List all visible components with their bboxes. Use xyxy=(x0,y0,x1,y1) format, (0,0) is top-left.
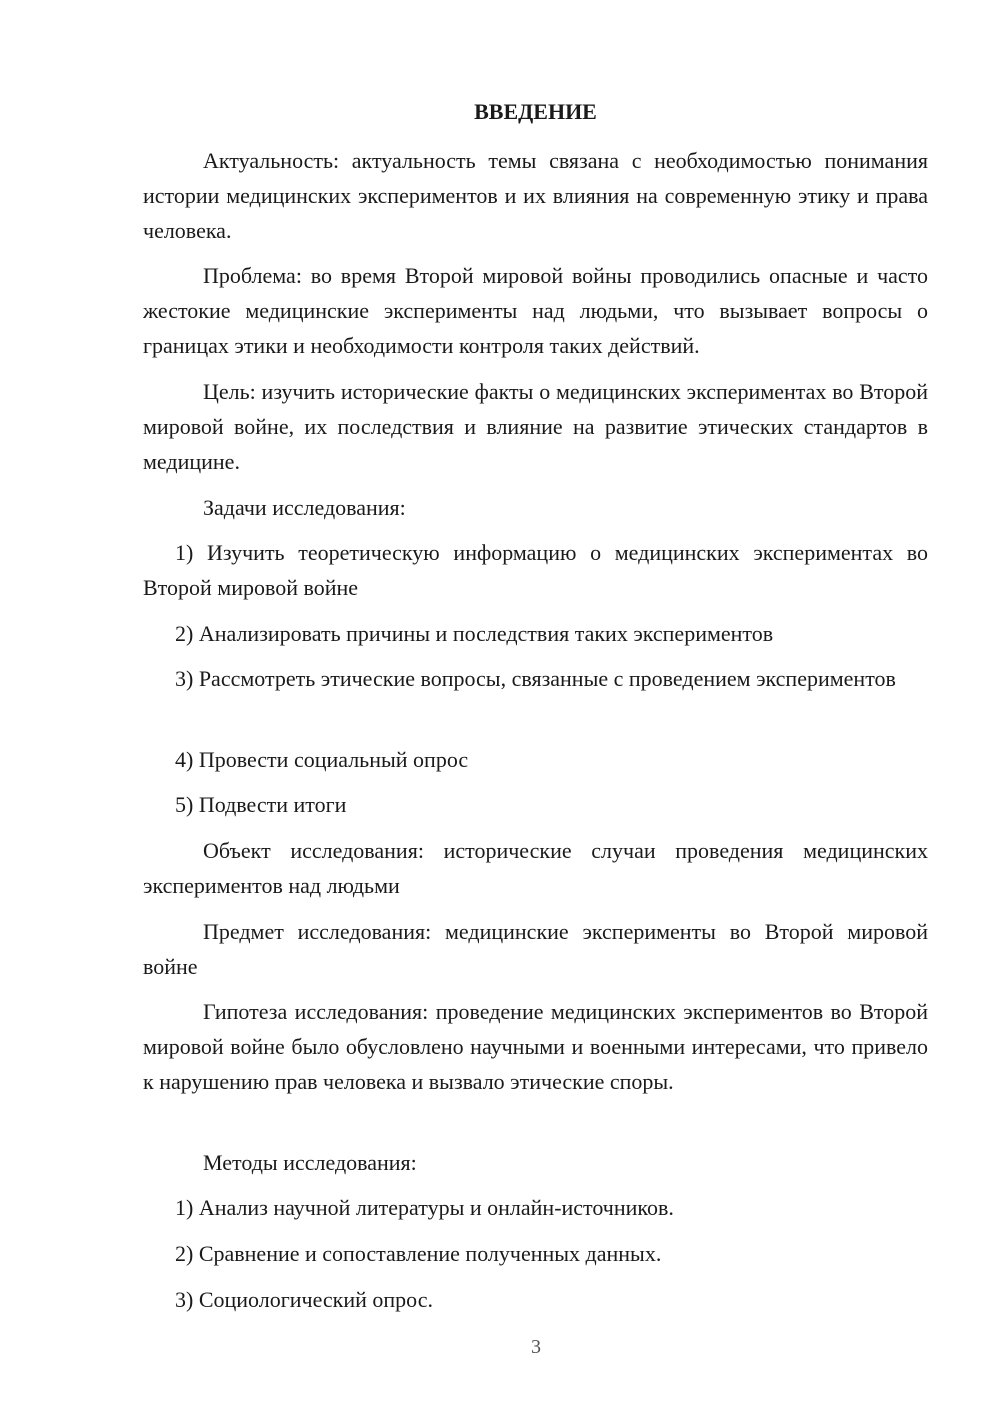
page-number: 3 xyxy=(531,1336,541,1358)
method-item: 1) Анализ научной литературы и онлайн-источников. xyxy=(175,1195,674,1220)
object-paragraph: Объект исследования: исторические случаи проведения медицинских экспериментов над людьми xyxy=(143,838,928,898)
hypothesis-paragraph-block xyxy=(143,994,928,1099)
relevance-paragraph: Актуальность: актуальность темы связана с необходимостью понимания истории медицинских экспериментов и их влияния на современную этику и права человека. xyxy=(143,148,928,243)
methods-heading-block xyxy=(143,1145,928,1180)
task-item: 1) Изучить теоретическую информацию о медицинских экспериментах во Второй мировой войне xyxy=(143,540,928,600)
section-title: ВВЕДЕНИЕ xyxy=(474,99,597,124)
task-item-block-1 xyxy=(143,535,928,605)
method-item-block-2 xyxy=(143,1236,928,1271)
method-item: 2) Сравнение и сопоставление полученных данных. xyxy=(175,1241,662,1266)
goal-paragraph: Цель: изучить исторические факты о медицинских экспериментах во Второй мировой войне, их последствия и влияние на развитие этических стандартов в медицине. xyxy=(143,379,928,474)
task-item-block-3 xyxy=(143,661,928,696)
task-item: 2) Анализировать причины и последствия таких экспериментов xyxy=(175,621,774,646)
task-item-block-5 xyxy=(143,787,928,822)
subject-paragraph-block xyxy=(143,914,928,984)
subject-paragraph: Предмет исследования: медицинские эксперименты во Второй мировой войне xyxy=(143,919,928,979)
task-item-block-2 xyxy=(143,616,928,651)
methods-heading: Методы исследования: xyxy=(203,1150,417,1175)
task-item-block-4 xyxy=(143,742,928,777)
tasks-heading-block xyxy=(143,490,928,525)
object-paragraph-block xyxy=(143,833,928,903)
goal-paragraph-block xyxy=(143,374,928,479)
relevance-paragraph-block xyxy=(143,143,928,248)
task-item: 5) Подвести итоги xyxy=(175,792,347,817)
problem-paragraph: Проблема: во время Второй мировой войны проводились опасные и часто жестокие медицинские эксперименты над людьми, что вызывает вопросы о границах этики и необходимости контроля таких действий. xyxy=(143,263,928,358)
hypothesis-paragraph: Гипотеза исследования: проведение медицинских экспериментов во Второй мировой войне было обусловлено научными и военными интересами, что привело к нарушению прав человека и вызвало этические споры. xyxy=(143,999,928,1094)
task-item: 3) Рассмотреть этические вопросы, связанные с проведением экспериментов xyxy=(175,666,896,691)
method-item-block-3 xyxy=(143,1282,928,1317)
problem-paragraph-block xyxy=(143,258,928,363)
task-item: 4) Провести социальный опрос xyxy=(175,747,469,772)
method-item: 3) Социологический опрос. xyxy=(175,1287,433,1312)
tasks-heading: Задачи исследования: xyxy=(203,495,406,520)
method-item-block-1 xyxy=(143,1190,928,1225)
